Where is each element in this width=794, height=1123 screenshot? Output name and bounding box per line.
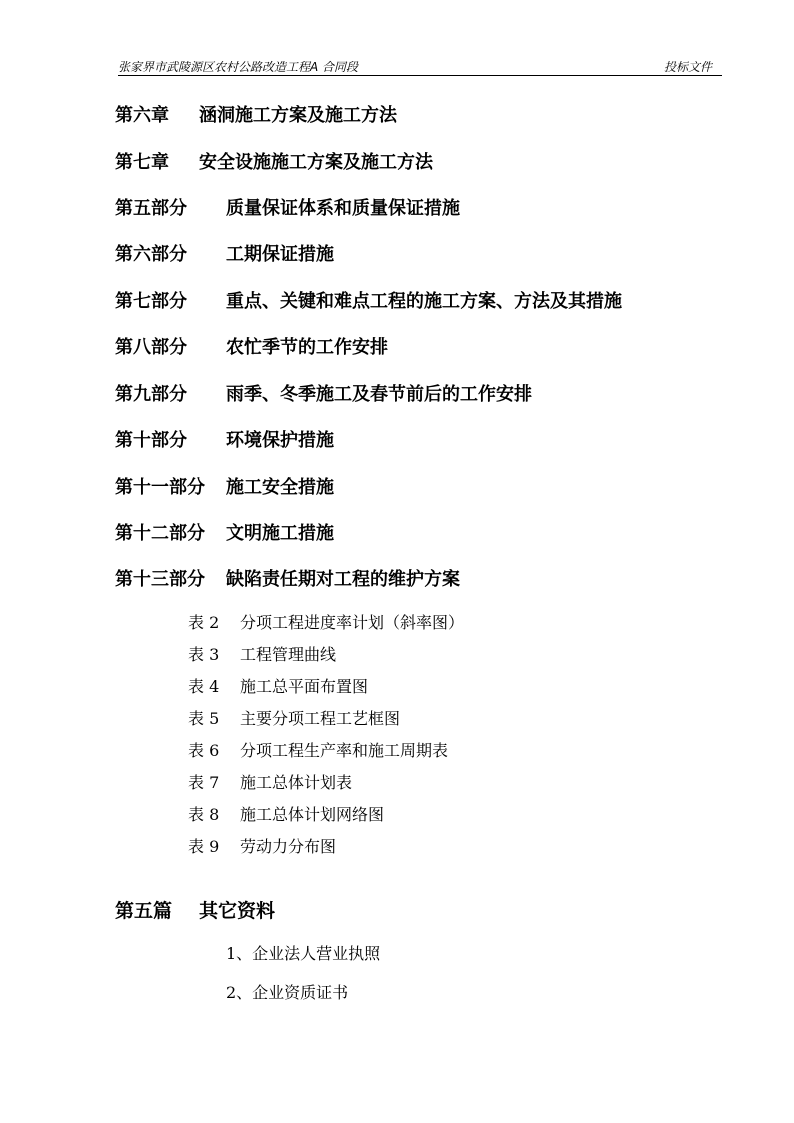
toc-item: 1、企业法人营业执照 bbox=[226, 944, 381, 963]
toc-label: 第十三部分 bbox=[115, 569, 205, 590]
toc-label: 第八部分 bbox=[115, 337, 187, 358]
toc-item: 2、企业资质证书 bbox=[226, 983, 349, 1002]
toc-label: 第六部分 bbox=[115, 244, 187, 265]
toc-table-label: 表 5 bbox=[188, 709, 220, 728]
toc-section-title: 其它资料 bbox=[199, 900, 276, 922]
toc-chapter-7 bbox=[115, 150, 433, 176]
toc-title: 农忙季节的工作安排 bbox=[226, 337, 388, 358]
toc-title: 质量保证体系和质量保证措施 bbox=[226, 198, 460, 219]
toc-label: 第五部分 bbox=[115, 198, 187, 219]
toc-table-title: 施工总体计划网络图 bbox=[240, 805, 385, 824]
toc-chapter-6 bbox=[115, 103, 397, 129]
toc-title: 重点、关键和难点工程的施工方案、方法及其措施 bbox=[226, 291, 622, 312]
toc-part-11 bbox=[115, 475, 334, 501]
toc-table-title: 施工总平面布置图 bbox=[240, 677, 369, 696]
toc-table-6 bbox=[188, 740, 449, 762]
toc-table-7 bbox=[188, 772, 353, 794]
toc-label: 第七章 bbox=[115, 152, 169, 173]
toc-part-10 bbox=[115, 428, 334, 454]
toc-title: 安全设施施工方案及施工方法 bbox=[199, 152, 433, 173]
toc-table-label: 表 6 bbox=[188, 741, 220, 760]
toc-part-5 bbox=[115, 196, 460, 222]
toc-table-label: 表 2 bbox=[188, 613, 220, 632]
toc-section-5 bbox=[115, 898, 276, 924]
toc-title: 工期保证措施 bbox=[226, 244, 334, 265]
toc-label: 第七部分 bbox=[115, 291, 187, 312]
toc-table-label: 表 4 bbox=[188, 677, 220, 696]
page-header bbox=[118, 56, 722, 78]
toc-label: 第十一部分 bbox=[115, 477, 205, 498]
toc-table-2 bbox=[188, 612, 465, 634]
toc-table-title: 工程管理曲线 bbox=[240, 645, 337, 664]
toc-label: 第九部分 bbox=[115, 384, 187, 405]
toc-table-label: 表 8 bbox=[188, 805, 220, 824]
toc-part-9 bbox=[115, 382, 532, 408]
toc-table-label: 表 3 bbox=[188, 645, 220, 664]
toc-table-title: 施工总体计划表 bbox=[240, 773, 353, 792]
toc-table-title: 分项工程生产率和施工周期表 bbox=[240, 741, 449, 760]
toc-table-5 bbox=[188, 708, 401, 730]
toc-part-13 bbox=[115, 567, 460, 593]
toc-table-3 bbox=[188, 644, 337, 666]
toc-label: 第十二部分 bbox=[115, 523, 205, 544]
toc-table-label: 表 7 bbox=[188, 773, 220, 792]
header-doc-type: 投标文件 bbox=[663, 60, 712, 74]
toc-part-7 bbox=[115, 289, 622, 315]
toc-label: 第十部分 bbox=[115, 430, 187, 451]
toc-table-title: 分项工程进度率计划（斜率图） bbox=[240, 613, 465, 632]
toc-part-8 bbox=[115, 335, 388, 361]
toc-table-title: 主要分项工程工艺框图 bbox=[240, 709, 401, 728]
toc-title: 雨季、冬季施工及春节前后的工作安排 bbox=[226, 384, 532, 405]
toc-title: 施工安全措施 bbox=[226, 477, 334, 498]
header-rule bbox=[118, 75, 722, 76]
toc-part-6 bbox=[115, 242, 334, 268]
toc-table-4 bbox=[188, 676, 369, 698]
toc-title: 文明施工措施 bbox=[226, 523, 334, 544]
toc-label: 第六章 bbox=[115, 105, 169, 126]
toc-title: 缺陷责任期对工程的维护方案 bbox=[226, 569, 460, 590]
toc-table-8 bbox=[188, 804, 385, 826]
toc-title: 环境保护措施 bbox=[226, 430, 334, 451]
toc-section-label: 第五篇 bbox=[115, 900, 173, 922]
toc-part-12 bbox=[115, 521, 334, 547]
toc-table-9 bbox=[188, 836, 337, 858]
header-project-title: 张家界市武陵源区农村公路改造工程A 合同段 bbox=[118, 60, 359, 74]
toc-title: 涵洞施工方案及施工方法 bbox=[199, 105, 397, 126]
toc-table-title: 劳动力分布图 bbox=[240, 837, 337, 856]
toc-table-label: 表 9 bbox=[188, 837, 220, 856]
